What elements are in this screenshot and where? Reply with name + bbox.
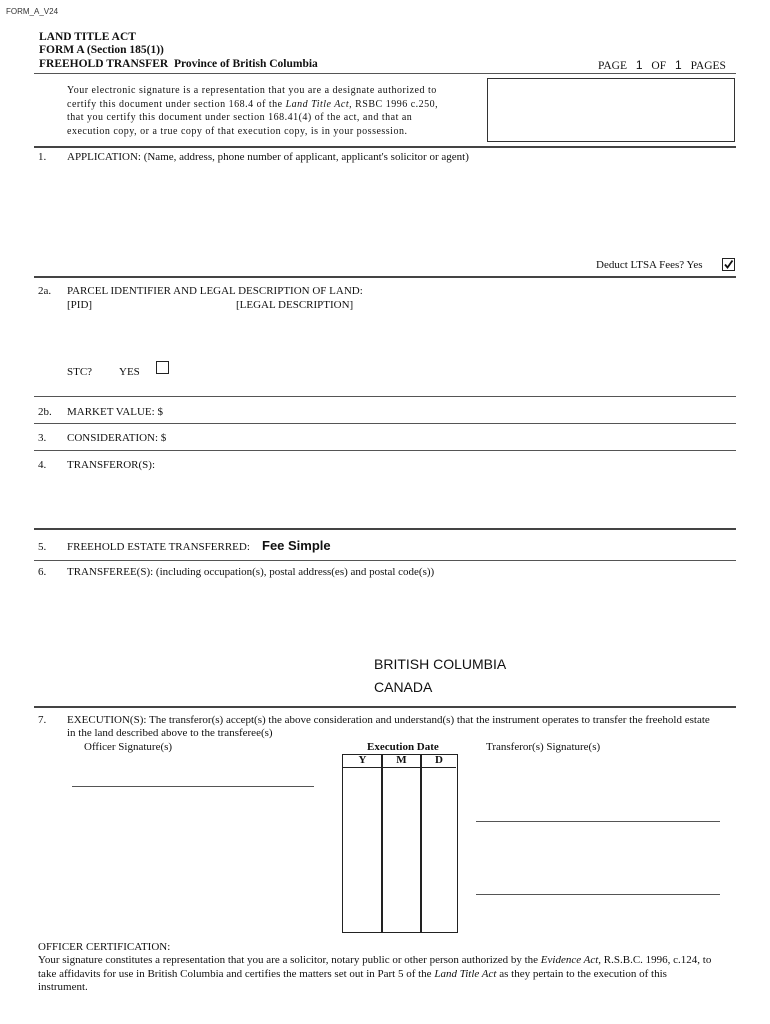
stc-yes-label: YES bbox=[119, 366, 140, 378]
deduct-fees-label: Deduct LTSA Fees? Yes bbox=[596, 259, 703, 271]
section-6-number: 6. bbox=[38, 566, 47, 578]
esig-line-3: that you certify this document under section 168.41(4) of the act, and that an bbox=[67, 112, 413, 124]
stc-checkbox[interactable] bbox=[156, 361, 169, 374]
section-1-label: APPLICATION: (Name, address, phone number of applicant, applicant's solicitor or agent) bbox=[67, 151, 469, 163]
cert-line-1: Your signature constitutes a representation that you are a solicitor, notary public or other person authorized by the Evidence Act, R.S.B.C. 1996, c.124, to bbox=[38, 954, 712, 966]
estate-label: FREEHOLD ESTATE TRANSFERRED: bbox=[67, 541, 250, 553]
date-day-column[interactable] bbox=[420, 754, 458, 933]
market-value-field[interactable] bbox=[180, 402, 720, 420]
section-1-number: 1. bbox=[38, 151, 47, 163]
section-3-number: 3. bbox=[38, 432, 47, 444]
execution-label-1: EXECUTION(S): The transferor(s) accept(s) the above consideration and understand(s) that the instrument operates to transfer the freehold estate bbox=[67, 714, 710, 726]
market-value-label: MARKET VALUE: $ bbox=[67, 406, 163, 418]
consideration-label: CONSIDERATION: $ bbox=[67, 432, 167, 444]
legal-description-label: [LEGAL DESCRIPTION] bbox=[236, 299, 354, 311]
section-4-number: 4. bbox=[38, 459, 47, 471]
section-divider bbox=[34, 146, 736, 148]
stc-label: STC? bbox=[67, 366, 93, 378]
day-header: D bbox=[435, 754, 443, 766]
section-2a-label: PARCEL IDENTIFIER AND LEGAL DESCRIPTION OF LAND: bbox=[67, 285, 363, 297]
transferor-field[interactable] bbox=[67, 474, 727, 524]
date-month-column[interactable] bbox=[381, 754, 422, 933]
officer-certification-text bbox=[38, 954, 738, 995]
transfer-title bbox=[39, 58, 318, 70]
of-label: OF bbox=[651, 60, 667, 72]
esig-line-1: Your electronic signature is a representation that you are a designate authorized to bbox=[67, 85, 437, 96]
transferee-label: TRANSFEREE(S): (including occupation(s), postal address(es) and postal code(s)) bbox=[67, 566, 435, 578]
section-2b-number: 2b. bbox=[38, 406, 52, 418]
transferor-signature-label: Transferor(s) Signature(s) bbox=[486, 741, 601, 753]
section-7-number: 7. bbox=[38, 714, 47, 726]
date-year-column[interactable] bbox=[342, 754, 383, 933]
section-divider bbox=[34, 528, 736, 530]
year-header: Y bbox=[358, 754, 367, 766]
esig-line-2: certify this document under section 168.4 of the Land Title Act, RSBC 1996 c.250, bbox=[67, 98, 439, 110]
transferor-signature-line[interactable] bbox=[476, 821, 720, 822]
page-label: PAGE bbox=[598, 60, 627, 72]
consideration-field[interactable] bbox=[180, 428, 720, 446]
officer-signature-line[interactable] bbox=[72, 786, 314, 787]
form-title: FORM A (Section 185(1)) bbox=[39, 44, 164, 56]
page-counter bbox=[598, 58, 726, 72]
section-5-number: 5. bbox=[38, 541, 47, 553]
province-label: Province of British Columbia bbox=[173, 58, 318, 70]
section-divider bbox=[34, 423, 736, 424]
act-title: LAND TITLE ACT bbox=[39, 31, 136, 43]
section-divider bbox=[34, 560, 736, 561]
officer-certification-title: OFFICER CERTIFICATION: bbox=[38, 941, 171, 953]
transferee-line-2: CANADA bbox=[374, 679, 433, 695]
cert-line-2: take affidavits for use in British Columbia and certifies the matters set out in Part 5 of the Land Title Act as they pertain to the execution of this bbox=[38, 967, 667, 980]
section-divider bbox=[34, 276, 736, 278]
transferor-signature-line[interactable] bbox=[476, 894, 720, 895]
execution-date-label: Execution Date bbox=[367, 741, 439, 753]
section-divider bbox=[34, 396, 736, 397]
cert-line-3: instrument. bbox=[38, 981, 88, 993]
transferor-label: TRANSFEROR(S): bbox=[67, 459, 156, 471]
execution-label-2: in the land described above to the transferee(s) bbox=[67, 727, 273, 739]
estate-value: Fee Simple bbox=[262, 538, 331, 553]
application-field[interactable] bbox=[67, 168, 727, 253]
section-2a-number: 2a. bbox=[38, 285, 52, 297]
officer-signature-label: Officer Signature(s) bbox=[84, 741, 173, 753]
esig-line-4: execution copy, or a true copy of that execution copy, is in your possession. bbox=[67, 125, 408, 137]
section-divider bbox=[34, 450, 736, 451]
pid-label: [PID] bbox=[67, 299, 93, 311]
section-divider bbox=[34, 706, 736, 708]
transferee-line-1: BRITISH COLUMBIA bbox=[374, 656, 507, 672]
date-header-divider bbox=[342, 767, 456, 768]
form-code: FORM_A_V24 bbox=[6, 7, 59, 16]
esignature-box[interactable] bbox=[487, 78, 735, 142]
pages-label: PAGES bbox=[690, 60, 726, 72]
page-number: 1 bbox=[635, 58, 643, 72]
checkmark-icon bbox=[723, 259, 734, 270]
header-divider bbox=[34, 73, 736, 74]
esig-paragraph bbox=[67, 84, 467, 138]
total-pages: 1 bbox=[675, 58, 682, 72]
deduct-fees-checkbox[interactable] bbox=[722, 258, 735, 271]
month-header: M bbox=[396, 754, 407, 766]
transfer-label: FREEHOLD TRANSFER bbox=[39, 58, 169, 70]
